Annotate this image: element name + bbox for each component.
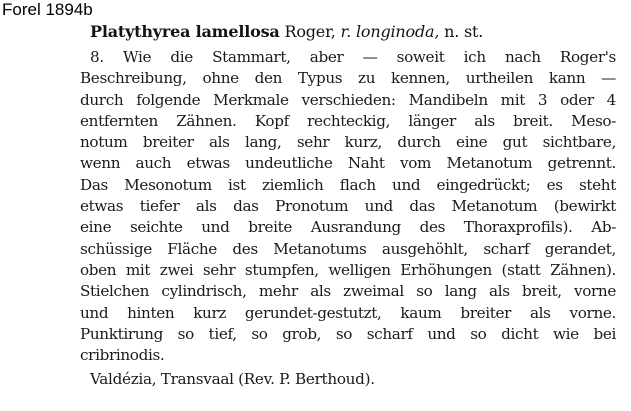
citation-tag: Forel 1894b [2,0,93,19]
locality-line: Valdézia, Transvaal (Rev. P. Berthoud). [90,370,375,388]
taxon-status: n. st. [444,22,484,41]
taxon-heading [90,21,483,43]
text-line: Beschreibung, ohne den Typus zu kennen, urtheilen kann — [80,69,616,88]
text-line: Punktirung so tief, so grob, so scharf und so dicht wie bei [80,324,616,343]
text-line: 8. Wie die Stammart, aber — soweit ich nach Roger's [90,48,616,66]
text-line: oben mit zwei sehr stumpfen, welligen Erhöhungen (statt Zähnen). [80,260,616,279]
description-paragraph [80,47,616,366]
text-line: cribrinodis. [80,346,165,365]
text-line: etwas tiefer als das Pronotum und das Metanotum (bewirkt [80,197,616,216]
race-name: r. longinoda, [340,22,440,41]
text-line: notum breiter als lang, sehr kurz, durch eine gut sichtbare, [80,133,616,152]
text-line: wenn auch etwas undeutliche Naht vom Metanotum getrennt. [80,154,616,173]
species-name: Platythyrea lamellosa [90,22,280,41]
text-line: Das Mesonotum ist ziemlich flach und eingedrückt; es steht [80,175,616,194]
text-line: Stielchen cylindrisch, mehr als zweimal so lang als breit, vorne [80,282,616,301]
species-author: Roger, [284,22,336,41]
text-line: eine seichte und breite Ausrandung des Thoraxprofils). Ab- [80,218,616,237]
text-line: schüssige Fläche des Metanotums ausgehöhlt, scharf gerandet, [80,239,616,258]
text-line: und hinten kurz gerundet-gestutzt, kaum breiter als vorne. [80,303,616,322]
text-line: entfernten Zähnen. Kopf rechteckig, länger als breit. Meso- [80,111,616,130]
text-line: durch folgende Merkmale verschieden: Mandibeln mit 3 oder 4 [80,90,616,109]
